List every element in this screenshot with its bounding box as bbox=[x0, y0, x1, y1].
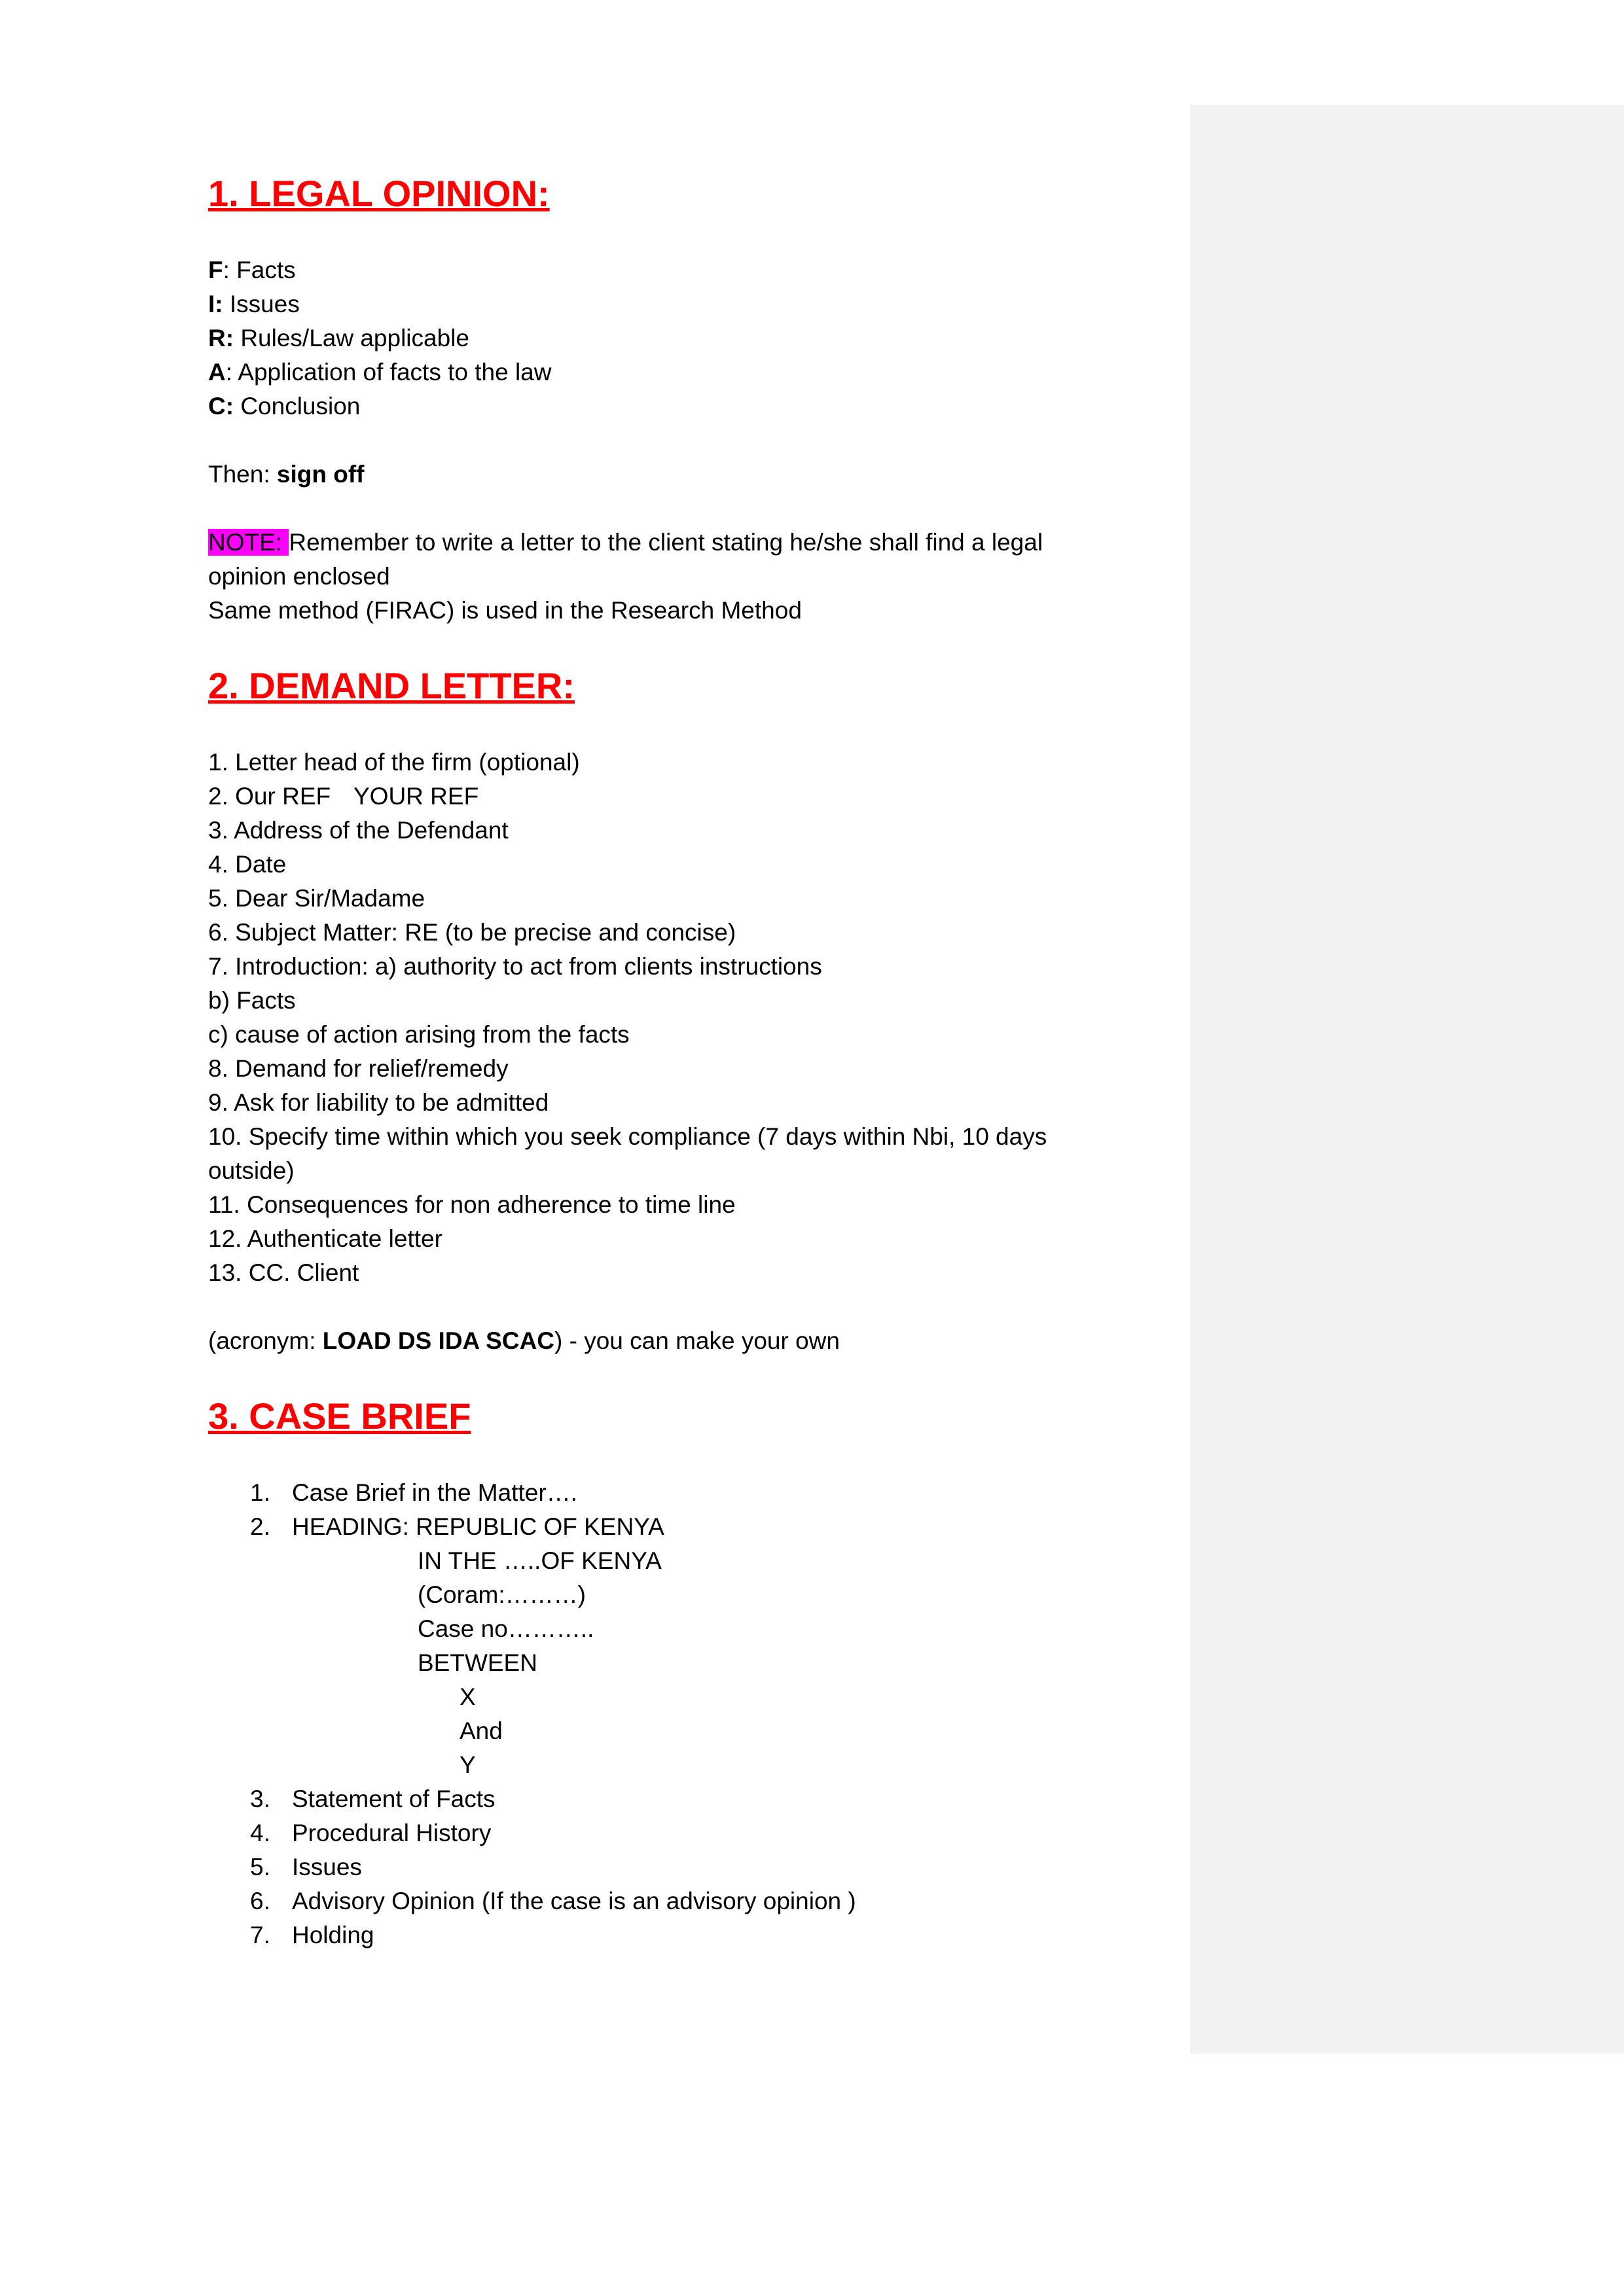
party-y: Y bbox=[460, 1751, 476, 1778]
case-brief-item-5: 5. Issues bbox=[250, 1854, 362, 1880]
case-brief-item-6: 6. Advisory Opinion (If the case is an advisory opinion ) bbox=[250, 1888, 856, 1914]
note-line: NOTE: Remember to write a letter to the client stating he/she shall find a legal bbox=[208, 529, 1043, 556]
heading-between-line: BETWEEN bbox=[418, 1649, 537, 1676]
demand-item-10-cont: outside) bbox=[208, 1157, 295, 1184]
legal-opinion-heading: 1. LEGAL OPINION: bbox=[208, 173, 550, 214]
party-and: And bbox=[460, 1717, 503, 1744]
demand-item-5: 5. Dear Sir/Madame bbox=[208, 885, 425, 912]
demand-item-10: 10. Specify time within which you seek compliance (7 days within Nbi, 10 days bbox=[208, 1123, 1047, 1150]
demand-item-6: 6. Subject Matter: RE (to be precise and concise) bbox=[208, 919, 736, 946]
demand-item-7: 7. Introduction: a) authority to act from clients instructions bbox=[208, 953, 822, 980]
heading-coram-line: (Coram:………) bbox=[418, 1581, 586, 1608]
case-brief-item-7: 7. Holding bbox=[250, 1922, 374, 1948]
note-line-2: opinion enclosed bbox=[208, 563, 390, 590]
demand-item-13: 13. CC. Client bbox=[208, 1259, 359, 1286]
case-brief-item-1: 1. Case Brief in the Matter…. bbox=[250, 1479, 577, 1506]
party-x: X bbox=[460, 1683, 476, 1710]
heading-case-no-line: Case no……….. bbox=[418, 1615, 594, 1642]
demand-item-4: 4. Date bbox=[208, 851, 287, 878]
firac-item-conclusion: C: Conclusion bbox=[208, 393, 361, 420]
case-brief-heading: 3. CASE BRIEF bbox=[208, 1395, 471, 1437]
demand-item-2: 2. Our REF YOUR REF bbox=[208, 783, 479, 810]
case-brief-item-4: 4. Procedural History bbox=[250, 1820, 492, 1846]
firac-method-note: Same method (FIRAC) is used in the Research Method bbox=[208, 597, 802, 624]
then-sign-off: Then: sign off bbox=[208, 461, 365, 488]
firac-item-application: A: Application of facts to the law bbox=[208, 359, 552, 386]
demand-item-3: 3. Address of the Defendant bbox=[208, 817, 509, 844]
acronym-line: (acronym: LOAD DS IDA SCAC) - you can make your own bbox=[208, 1327, 840, 1354]
comment-margin-pane bbox=[1190, 105, 1624, 2054]
firac-item-issues: I: Issues bbox=[208, 291, 300, 317]
firac-item-rules: R: Rules/Law applicable bbox=[208, 325, 469, 351]
case-brief-item-2: 2. HEADING: REPUBLIC OF KENYA bbox=[250, 1513, 664, 1540]
note-highlight: NOTE: bbox=[208, 529, 289, 556]
demand-item-1: 1. Letter head of the firm (optional) bbox=[208, 749, 580, 776]
demand-item-8: 8. Demand for relief/remedy bbox=[208, 1055, 509, 1082]
demand-letter-heading: 2. DEMAND LETTER: bbox=[208, 665, 575, 706]
demand-item-11: 11. Consequences for non adherence to time line bbox=[208, 1191, 736, 1218]
demand-item-7b: b) Facts bbox=[208, 987, 296, 1014]
demand-item-7c: c) cause of action arising from the facts bbox=[208, 1021, 630, 1048]
demand-item-9: 9. Ask for liability to be admitted bbox=[208, 1089, 549, 1116]
demand-item-12: 12. Authenticate letter bbox=[208, 1225, 442, 1252]
case-brief-item-3: 3. Statement of Facts bbox=[250, 1785, 496, 1812]
heading-court-line: IN THE …..OF KENYA bbox=[418, 1547, 662, 1574]
firac-item-facts: F: Facts bbox=[208, 257, 296, 283]
